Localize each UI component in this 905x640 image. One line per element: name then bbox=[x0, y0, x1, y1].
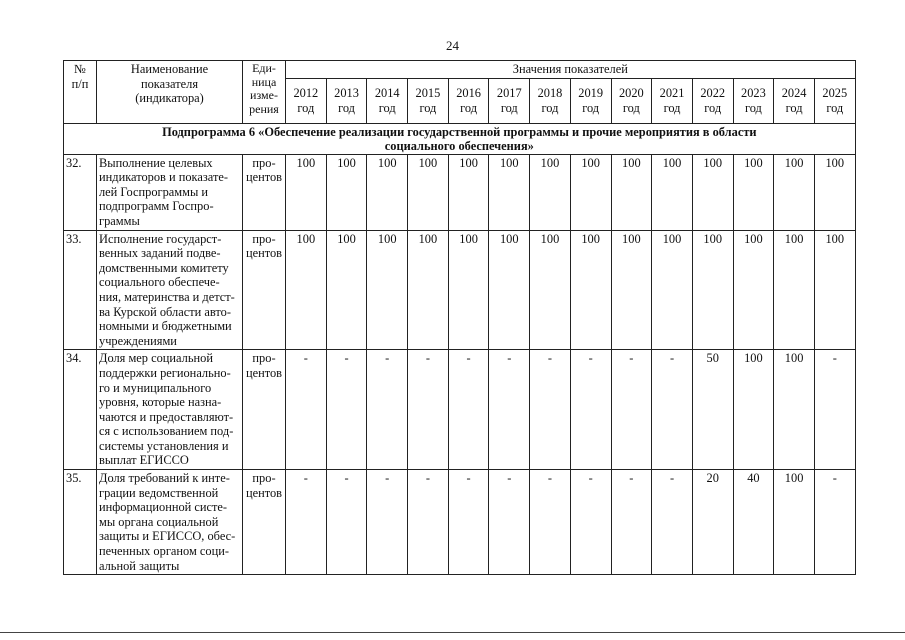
value-2013: - bbox=[326, 470, 367, 575]
unit-of-measure: про- центов bbox=[243, 470, 286, 575]
value-2022: 20 bbox=[692, 470, 733, 575]
unit-of-measure: про- центов bbox=[243, 230, 286, 350]
unit-of-measure: про- центов bbox=[243, 350, 286, 470]
header-year-2023: 2023 год bbox=[733, 78, 774, 123]
value-2013: 100 bbox=[326, 230, 367, 350]
value-2015: - bbox=[408, 470, 449, 575]
value-2021: - bbox=[652, 350, 693, 470]
header-year-2012: 2012 год bbox=[286, 78, 327, 123]
value-2021: 100 bbox=[652, 230, 693, 350]
value-2015: 100 bbox=[408, 154, 449, 230]
value-2012: 100 bbox=[286, 230, 327, 350]
page-number: 24 bbox=[446, 38, 459, 53]
value-2025: 100 bbox=[814, 230, 855, 350]
value-2022: 50 bbox=[692, 350, 733, 470]
value-2025: - bbox=[814, 470, 855, 575]
value-2017: 100 bbox=[489, 230, 530, 350]
value-2012: - bbox=[286, 470, 327, 575]
value-2022: 100 bbox=[692, 230, 733, 350]
value-2015: 100 bbox=[408, 230, 449, 350]
value-2013: 100 bbox=[326, 154, 367, 230]
value-2024: 100 bbox=[774, 230, 815, 350]
header-year-2015: 2015 год bbox=[408, 78, 449, 123]
value-2014: 100 bbox=[367, 154, 408, 230]
value-2024: 100 bbox=[774, 470, 815, 575]
header-year-2018: 2018 год bbox=[530, 78, 571, 123]
row-number: 32. bbox=[64, 154, 97, 230]
indicators-table bbox=[63, 60, 856, 575]
header-year-2024: 2024 год bbox=[774, 78, 815, 123]
table-row bbox=[64, 350, 856, 470]
value-2017: - bbox=[489, 470, 530, 575]
value-2016: - bbox=[448, 470, 489, 575]
indicator-name: Выполнение целевых индикаторов и показате- лей Госпрограммы и подпрограмм Госпро- граммы bbox=[97, 154, 243, 230]
value-2019: 100 bbox=[570, 230, 611, 350]
table-row bbox=[64, 470, 856, 575]
unit-of-measure: про- центов bbox=[243, 154, 286, 230]
row-number: 34. bbox=[64, 350, 97, 470]
header-year-2019: 2019 год bbox=[570, 78, 611, 123]
value-2023: 100 bbox=[733, 154, 774, 230]
value-2021: 100 bbox=[652, 154, 693, 230]
value-2023: 100 bbox=[733, 350, 774, 470]
table-row bbox=[64, 154, 856, 230]
value-2025: 100 bbox=[814, 154, 855, 230]
header-year-2022: 2022 год bbox=[692, 78, 733, 123]
header-year-2020: 2020 год bbox=[611, 78, 652, 123]
page-bottom-rule bbox=[0, 632, 905, 633]
value-2021: - bbox=[652, 470, 693, 575]
value-2019: - bbox=[570, 350, 611, 470]
header-row-top bbox=[64, 61, 856, 79]
value-2016: 100 bbox=[448, 230, 489, 350]
value-2024: 100 bbox=[774, 154, 815, 230]
value-2025: - bbox=[814, 350, 855, 470]
header-year-2025: 2025 год bbox=[814, 78, 855, 123]
header-values-title: Значения показателей bbox=[286, 61, 856, 79]
value-2014: 100 bbox=[367, 230, 408, 350]
value-2014: - bbox=[367, 350, 408, 470]
value-2018: - bbox=[530, 470, 571, 575]
value-2020: 100 bbox=[611, 230, 652, 350]
row-number: 35. bbox=[64, 470, 97, 575]
indicator-name: Исполнение государст- венных заданий подве- домственными комитету социального обеспече- ния, материнства и детст- ва Курской области авто- номными и бюджетными учреждениями bbox=[97, 230, 243, 350]
header-year-2013: 2013 год bbox=[326, 78, 367, 123]
value-2012: 100 bbox=[286, 154, 327, 230]
value-2017: 100 bbox=[489, 154, 530, 230]
header-unit: Еди- ница изме- рения bbox=[243, 61, 286, 124]
value-2024: 100 bbox=[774, 350, 815, 470]
value-2022: 100 bbox=[692, 154, 733, 230]
value-2020: - bbox=[611, 470, 652, 575]
header-name: Наименование показателя (индикатора) bbox=[97, 61, 243, 124]
value-2012: - bbox=[286, 350, 327, 470]
value-2023: 100 bbox=[733, 230, 774, 350]
header-year-2016: 2016 год bbox=[448, 78, 489, 123]
value-2016: - bbox=[448, 350, 489, 470]
value-2017: - bbox=[489, 350, 530, 470]
header-year-2017: 2017 год bbox=[489, 78, 530, 123]
table-row bbox=[64, 230, 856, 350]
indicator-name: Доля мер социальной поддержки регионально- го и муниципального уровня, которые назна- чаются и предоставляют- ся с использованием под- системы установления и выплат ЕГИССО bbox=[97, 350, 243, 470]
value-2020: 100 bbox=[611, 154, 652, 230]
value-2019: 100 bbox=[570, 154, 611, 230]
subprogram-row bbox=[64, 123, 856, 154]
value-2015: - bbox=[408, 350, 449, 470]
value-2018: - bbox=[530, 350, 571, 470]
subprogram-title: Подпрограмма 6 «Обеспечение реализации государственной программы и прочие мероприятия в области социального обеспечения» bbox=[64, 123, 856, 154]
header-year-2021: 2021 год bbox=[652, 78, 693, 123]
indicator-name: Доля требований к инте- грации ведомственной информационной систе- мы органа социальной защиты и ЕГИССО, обес- печенных органом соци- альной защиты bbox=[97, 470, 243, 575]
value-2018: 100 bbox=[530, 230, 571, 350]
value-2016: 100 bbox=[448, 154, 489, 230]
value-2018: 100 bbox=[530, 154, 571, 230]
value-2019: - bbox=[570, 470, 611, 575]
value-2023: 40 bbox=[733, 470, 774, 575]
header-num: № п/п bbox=[64, 61, 97, 124]
value-2020: - bbox=[611, 350, 652, 470]
value-2014: - bbox=[367, 470, 408, 575]
value-2013: - bbox=[326, 350, 367, 470]
header-year-2014: 2014 год bbox=[367, 78, 408, 123]
row-number: 33. bbox=[64, 230, 97, 350]
